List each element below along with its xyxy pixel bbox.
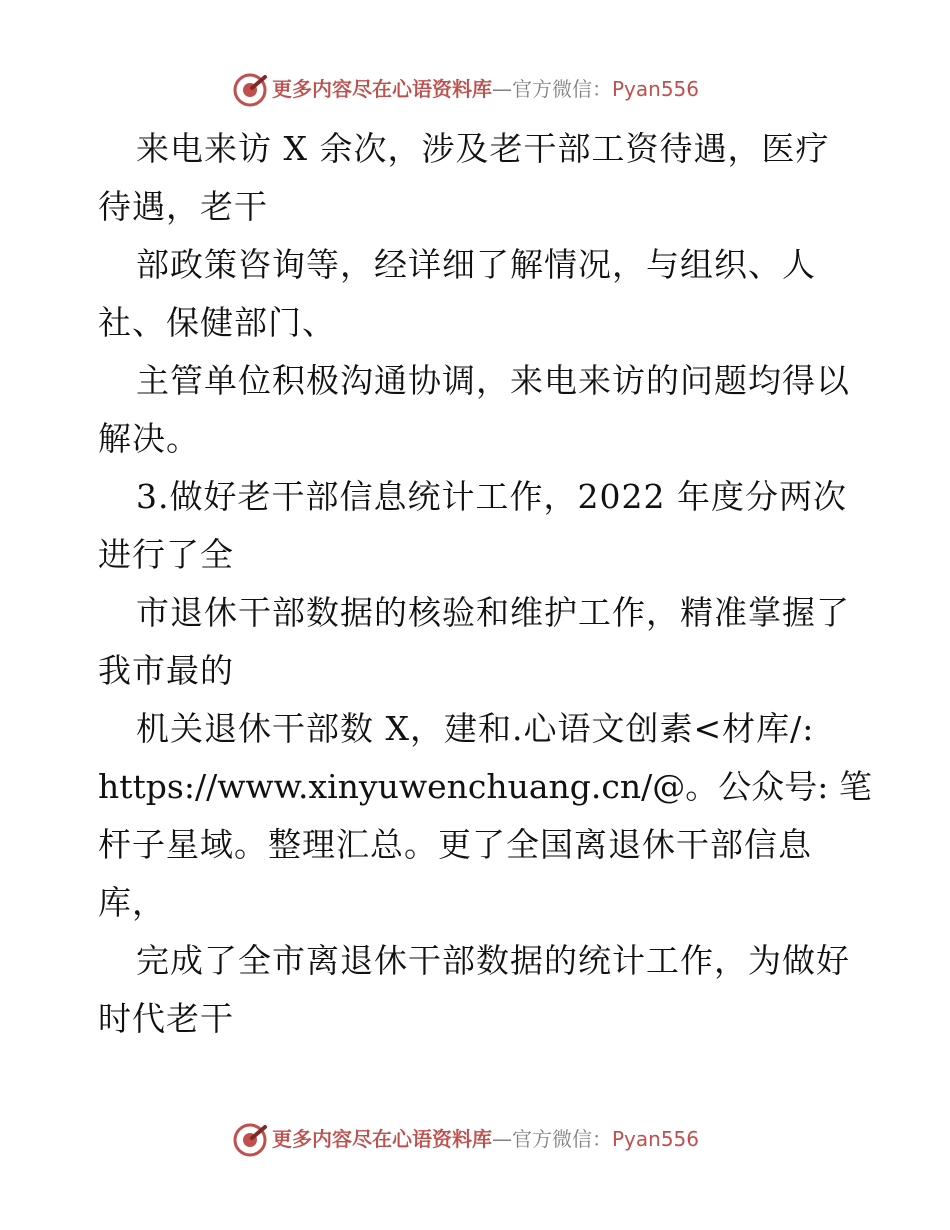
- body-line-url: https://www.xinyuwenchuang.cn/@。公众号: 笔: [98, 767, 872, 806]
- logo-icon: [232, 72, 268, 108]
- footer-banner: [0, 1118, 950, 1162]
- header-text: [272, 74, 699, 104]
- body-line: 完成了全市离退休干部数据的统计工作，为做好: [136, 941, 850, 980]
- header-wechat-id: Pyan556: [612, 77, 700, 101]
- body-line: 我市最的: [98, 651, 234, 690]
- body-line: 进行了全: [98, 535, 234, 574]
- body-line: 3.做好老干部信息统计工作，2022 年度分两次: [136, 477, 847, 516]
- body-line: 解决。: [98, 419, 200, 458]
- header-wechat-label: —官方微信：: [492, 77, 612, 101]
- footer-brand: 更多内容尽在心语资料库: [272, 1127, 492, 1151]
- document-body: [98, 120, 872, 1048]
- body-line: 杆子星域。整理汇总。更了全国离退休干部信息: [98, 825, 812, 864]
- footer-wechat-id: Pyan556: [612, 1127, 700, 1151]
- body-line: 待遇，老干: [98, 187, 268, 226]
- footer-wechat-label: —官方微信：: [492, 1127, 612, 1151]
- header-banner: [0, 68, 950, 112]
- footer-text: [272, 1124, 699, 1154]
- body-line: 来电来访 X 余次，涉及老干部工资待遇，医疗: [136, 129, 830, 168]
- body-line: 库，: [98, 883, 166, 922]
- body-line: 部政策咨询等，经详细了解情况，与组织、人: [136, 245, 816, 284]
- logo-icon: [232, 1122, 268, 1158]
- body-line: 主管单位积极沟通协调，来电来访的问题均得以: [136, 361, 850, 400]
- body-line: 机关退休干部数 X，建和.心语文创素<材库/:: [136, 709, 815, 748]
- body-line: 社、保健部门、: [98, 303, 336, 342]
- body-line: 市退休干部数据的核验和维护工作，精准掌握了: [136, 593, 850, 632]
- body-line: 时代老干: [98, 999, 234, 1038]
- header-brand: 更多内容尽在心语资料库: [272, 77, 492, 101]
